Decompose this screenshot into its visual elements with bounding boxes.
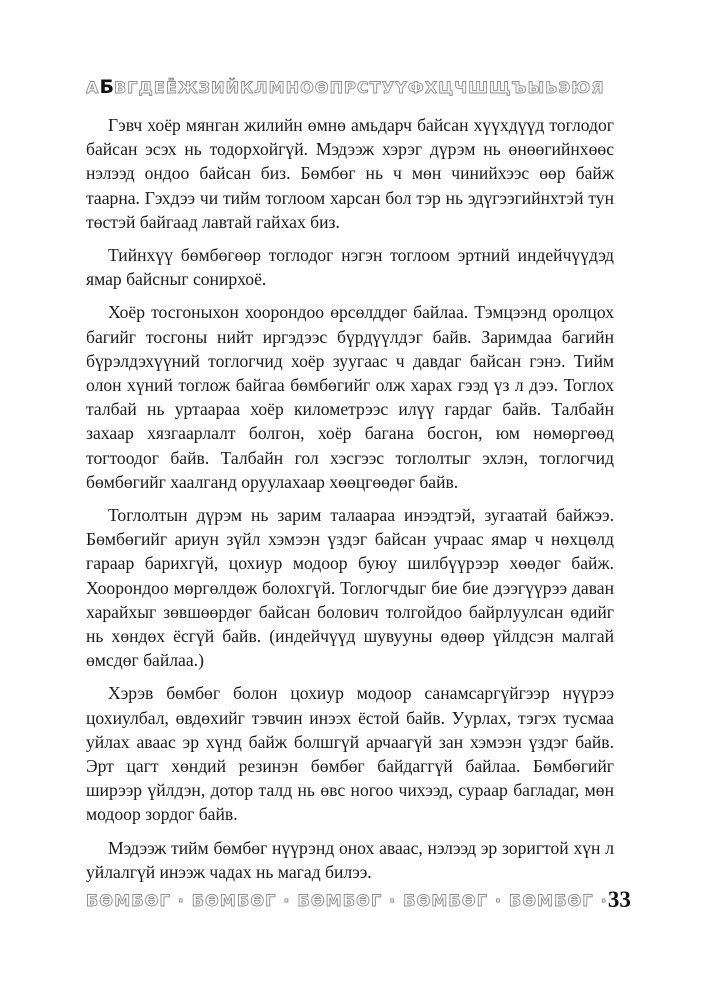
paragraph: Тоглолтын дүрэм нь зарим талаараа инээдтэй, зугаатай байжээ. Бөмбөгийг ариун зүйл хэмээн үздэг байсан учраас ямар ч нөхцөлд гараар барихгүй, цохиур модоор буюу шилбүүрээр хөөдөг байж. Хоорондоо мөргөлдөж болохгүй. Тоглогчдыг бие биe дээгүүрээ даван харайхыг зөвшөөрдөг байсан болович толгойдоо байрлуулсан өдийг нь хөндөх ёсгүй байв. (индейчүүд шувууны өдөөр үйлдсэн малгай өмсдөг байлаа.) [86,505,614,671]
paragraph: Хэрэв бөмбөг болон цохиур модоор санамсаргүйгээр нүүрээ цохиулбал, өвдөхийг тэвчин инээх ёстой байв. Уурлах, тэгэх тусмаа уйлах аваас эр хүнд байж болшгүй арчаагүй зан хэмээн үздэг байв. Эрт цагт хөндий резинэн бөмбөг байдаггүй байлаа. Бөмбөгийг ширээр үйлдэн, дотор талд нь өвс ногоо чихээд, сураар багладаг, мөн модоор зордог байв. [86,683,614,825]
running-title: БӨМБӨГ · БӨМБӨГ · БӨМБӨГ · БӨМБӨГ · БӨМБӨГ · [86,890,608,910]
alphabet-header [86,74,616,100]
alphabet-rest: ВГДЕЁЖЗИЙКЛМНОӨПРСТУҮФХЦЧШЩЪЫЬЭЮЯ [113,77,605,97]
paragraph: Гэвч хоёр мянган жилийн өмнө амьдарч байсан хүүхдүүд тоглодог байсан эсэх нь тодорхойгүй. Мэдээж хэрэг дүрэм нь өнөөгийнхөөс нэлээд ондоо байсан биз. Бөмбөг нь ч мөн чинийхээс өөр байж таарна. Гэхдээ чи тийм тоглоом харсан бол тэр нь эдүгээгийнхтэй тун төстэй байгаад лавтай гайхах биз. [86,115,614,232]
page-number: 33 [607,887,631,912]
alphabet-active-letter: Б [99,76,114,98]
alphabet-prefix: А [86,77,100,97]
body-text [86,113,614,893]
paragraph: Хоёр тосгоныхон хоорондоо өрсөлддөг байлаа. Тэмцээнд оролцох багийг тосгоны нийт иргэдээс бүрдүүлдэг байв. Заримдаа багийн бүрэлдэхүүний тоглогчид хоёр зуугаас ч давдаг байсан гэнэ. Тийм олон хүний тоглож байгаа бөмбөгийг олж харах гээд үз л дээ. Тоглох талбай нь уртаараа хоёр километрээс илүү гардаг байв. Талбайн захаар хязгаарлалт болгон, хоёр багана босгон, юм нөмөргөөд тогтоодог байв. Талбайн гол хэсгээс тоглолтыг эхлэн, тоглогчид бөмбөгийг хаалганд оруулахаар хөөцгөөдөг байв. [86,302,614,492]
page-footer [86,882,631,918]
paragraph: Тийнхүү бөмбөгөөр тоглодог нэгэн тоглоом эртний индейчүүдэд ямар байсныг сонирхоё. [86,245,614,290]
paragraph: Мэдээж тийм бөмбөг нүүрэнд онох аваас, нэлээд эр зоригтой хүн л уйлалгүй инээж чадах нь магад билээ. [86,837,614,882]
